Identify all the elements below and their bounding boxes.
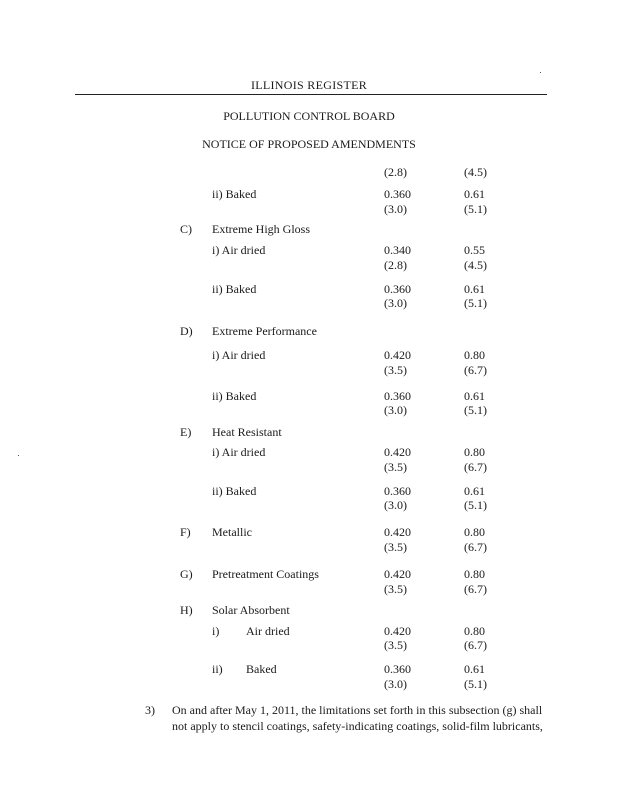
sub-item-label: i) Air dried xyxy=(212,243,266,257)
value-cell: 0.80 xyxy=(464,525,485,539)
value-cell: 0.360 xyxy=(384,282,411,296)
value-cell: (5.1) xyxy=(464,296,487,310)
value-cell: (2.8) xyxy=(384,165,407,179)
sub-item-label: ii) Baked xyxy=(212,484,257,498)
category-letter: E) xyxy=(180,425,192,439)
value-cell: 0.420 xyxy=(384,567,411,581)
category-title: Extreme Performance xyxy=(212,324,317,338)
value-cell: 0.80 xyxy=(464,624,485,638)
value-cell: 0.61 xyxy=(464,484,485,498)
category-title: Heat Resistant xyxy=(212,425,282,439)
sub-item-label: Air dried xyxy=(246,624,290,638)
value-cell: (5.1) xyxy=(464,677,487,691)
category-title: Extreme High Gloss xyxy=(212,222,310,236)
category-title: Metallic xyxy=(212,525,252,539)
board-title: POLLUTION CONTROL BOARD xyxy=(223,109,395,123)
value-cell: 0.61 xyxy=(464,662,485,676)
value-cell: (3.5) xyxy=(384,460,407,474)
value-cell: (5.1) xyxy=(464,403,487,417)
value-cell: (3.0) xyxy=(384,202,407,216)
value-cell: (6.7) xyxy=(464,540,487,554)
value-cell: (2.8) xyxy=(384,258,407,272)
value-cell: 0.80 xyxy=(464,348,485,362)
category-letter: H) xyxy=(180,603,193,617)
value-cell: (3.0) xyxy=(384,498,407,512)
value-cell: (3.5) xyxy=(384,540,407,554)
paragraph-line: not apply to stencil coatings, safety-indicating coatings, solid-film lubricants, xyxy=(172,719,543,733)
scan-speck xyxy=(540,72,541,73)
value-cell: (3.0) xyxy=(384,677,407,691)
sub-item-label: i) Air dried xyxy=(212,348,266,362)
value-cell: (5.1) xyxy=(464,202,487,216)
value-cell: 0.420 xyxy=(384,525,411,539)
value-cell: (3.0) xyxy=(384,296,407,310)
value-cell: 0.420 xyxy=(384,624,411,638)
value-cell: 0.80 xyxy=(464,445,485,459)
value-cell: 0.360 xyxy=(384,484,411,498)
sub-item-label: ii) Baked xyxy=(212,187,257,201)
paragraph-number: 3) xyxy=(145,703,155,717)
value-cell: 0.420 xyxy=(384,445,411,459)
sub-item-number: i) xyxy=(212,624,220,638)
category-letter: C) xyxy=(180,222,192,236)
value-cell: (4.5) xyxy=(464,165,487,179)
sub-item-label: Baked xyxy=(246,662,277,676)
value-cell: (3.5) xyxy=(384,582,407,596)
category-title: Solar Absorbent xyxy=(212,603,290,617)
value-cell: 0.80 xyxy=(464,567,485,581)
value-cell: 0.360 xyxy=(384,662,411,676)
category-letter: F) xyxy=(180,525,191,539)
sub-item-label: ii) Baked xyxy=(212,389,257,403)
value-cell: (6.7) xyxy=(464,582,487,596)
sub-item-label: i) Air dried xyxy=(212,445,266,459)
sub-item-number: ii) xyxy=(212,662,223,676)
notice-title: NOTICE OF PROPOSED AMENDMENTS xyxy=(202,137,416,151)
value-cell: (3.5) xyxy=(384,363,407,377)
value-cell: (3.0) xyxy=(384,403,407,417)
category-letter: D) xyxy=(180,324,193,338)
value-cell: (6.7) xyxy=(464,460,487,474)
value-cell: (6.7) xyxy=(464,638,487,652)
value-cell: 0.420 xyxy=(384,348,411,362)
category-title: Pretreatment Coatings xyxy=(212,567,319,581)
value-cell: (4.5) xyxy=(464,258,487,272)
scan-speck xyxy=(18,455,19,456)
value-cell: 0.340 xyxy=(384,243,411,257)
value-cell: (5.1) xyxy=(464,498,487,512)
category-letter: G) xyxy=(180,567,193,581)
sub-item-label: ii) Baked xyxy=(212,282,257,296)
value-cell: (3.5) xyxy=(384,638,407,652)
paragraph-line: On and after May 1, 2011, the limitations set forth in this subsection (g) shall xyxy=(172,703,543,717)
value-cell: 0.360 xyxy=(384,187,411,201)
header-rule xyxy=(75,94,547,95)
value-cell: (6.7) xyxy=(464,363,487,377)
value-cell: 0.61 xyxy=(464,282,485,296)
register-title: ILLINOIS REGISTER xyxy=(250,78,368,92)
value-cell: 0.61 xyxy=(464,389,485,403)
value-cell: 0.61 xyxy=(464,187,485,201)
value-cell: 0.360 xyxy=(384,389,411,403)
value-cell: 0.55 xyxy=(464,243,485,257)
